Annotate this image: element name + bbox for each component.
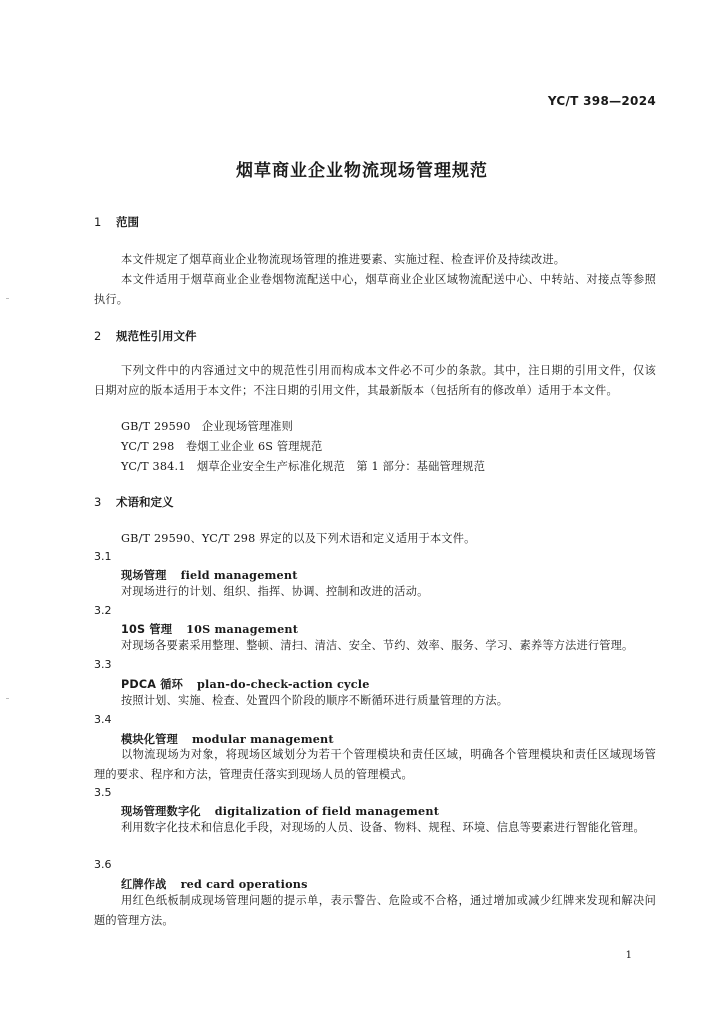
term-name-zh: PDCA 循环 xyxy=(121,678,184,691)
term-name-en: plan-do-check-action cycle xyxy=(197,677,370,691)
document-title: 烟草商业企业物流现场管理规范 xyxy=(236,161,488,181)
term-number: 3.3 xyxy=(94,658,112,671)
scope-paragraph-1: 本文件规定了烟草商业企业物流现场管理的推进要素、实施过程、检查评价及持续改进。 xyxy=(121,253,566,266)
term-number: 3.5 xyxy=(94,786,112,799)
term-name-en: red card operations xyxy=(180,877,308,891)
term-name-zh: 10S 管理 xyxy=(121,623,173,636)
section-title: 规范性引用文件 xyxy=(116,329,197,343)
term-name xyxy=(121,567,298,583)
term-name xyxy=(121,621,298,637)
term-name xyxy=(121,803,439,819)
term-name xyxy=(121,876,308,892)
section-number: 2 xyxy=(94,329,102,343)
scope-paragraph-2: 本文件适用于烟草商业企业卷烟物流配送中心，烟草商业企业区域物流配送中心、中转站、对接点等参照执行。 xyxy=(94,273,656,306)
term-definition: 对现场进行的计划、组织、指挥、协调、控制和改进的活动。 xyxy=(121,585,429,598)
standard-code: YC/T 398—2024 xyxy=(547,94,656,108)
terms-intro-paragraph: GB/T 29590、YC/T 298 界定的以及下列术语和定义适用于本文件。 xyxy=(121,532,476,545)
term-name-zh: 模块化管理 xyxy=(121,733,178,746)
section-number: 3 xyxy=(94,495,102,509)
reference-item: YC/T 384.1 烟草企业安全生产标准化规范 第 1 部分：基础管理规范 xyxy=(121,460,486,473)
section-title: 范围 xyxy=(116,215,139,229)
section-heading-terms xyxy=(94,494,174,510)
term-name-en: field management xyxy=(180,568,298,582)
term-definition: 利用数字化技术和信息化手段，对现场的人员、设备、物料、规程、环境、信息等要素进行智能化管理。 xyxy=(121,821,645,834)
term-definition: 用红色纸板制成现场管理问题的提示单，表示警告、危险或不合格，通过增加或减少红牌来发现和解决问题的管理方法。 xyxy=(94,894,656,927)
term-name-zh: 现场管理 xyxy=(121,569,167,582)
term-name-zh: 现场管理数字化 xyxy=(121,805,201,818)
page-number: 1 xyxy=(625,950,632,961)
term-number: 3.6 xyxy=(94,858,112,871)
section-heading-normative-references xyxy=(94,328,197,344)
term-name-en: 10S management xyxy=(186,622,299,636)
margin-mark xyxy=(6,698,9,699)
section-title: 术语和定义 xyxy=(116,495,174,509)
reference-item: GB/T 29590 企业现场管理准则 xyxy=(121,420,294,433)
references-intro-paragraph: 下列文件中的内容通过文中的规范性引用而构成本文件必不可少的条款。其中，注日期的引用文件，仅该日期对应的版本适用于本文件；不注日期的引用文件，其最新版本（包括所有的修改单）适用于本文件。 xyxy=(94,364,656,397)
section-heading-scope xyxy=(94,214,139,230)
term-name-en: modular management xyxy=(191,732,334,746)
term-number: 3.1 xyxy=(94,550,112,563)
term-number: 3.2 xyxy=(94,604,112,617)
term-definition: 以物流现场为对象，将现场区域划分为若干个管理模块和责任区域，明确各个管理模块和责任区域现场管理的要求、程序和方法，管理责任落实到现场人员的管理模式。 xyxy=(94,748,656,781)
term-name-en: digitalization of field management xyxy=(214,804,440,818)
term-name xyxy=(121,676,370,692)
section-number: 1 xyxy=(94,215,102,229)
reference-item: YC/T 298 卷烟工业企业 6S 管理规范 xyxy=(121,440,323,453)
term-number: 3.4 xyxy=(94,713,112,726)
margin-mark xyxy=(6,298,9,299)
term-definition: 对现场各要素采用整理、整顿、清扫、清洁、安全、节约、效率、服务、学习、素养等方法进行管理。 xyxy=(121,639,634,652)
term-name-zh: 红牌作战 xyxy=(121,878,167,891)
term-definition: 按照计划、实施、检查、处置四个阶段的顺序不断循环进行质量管理的方法。 xyxy=(121,694,509,707)
